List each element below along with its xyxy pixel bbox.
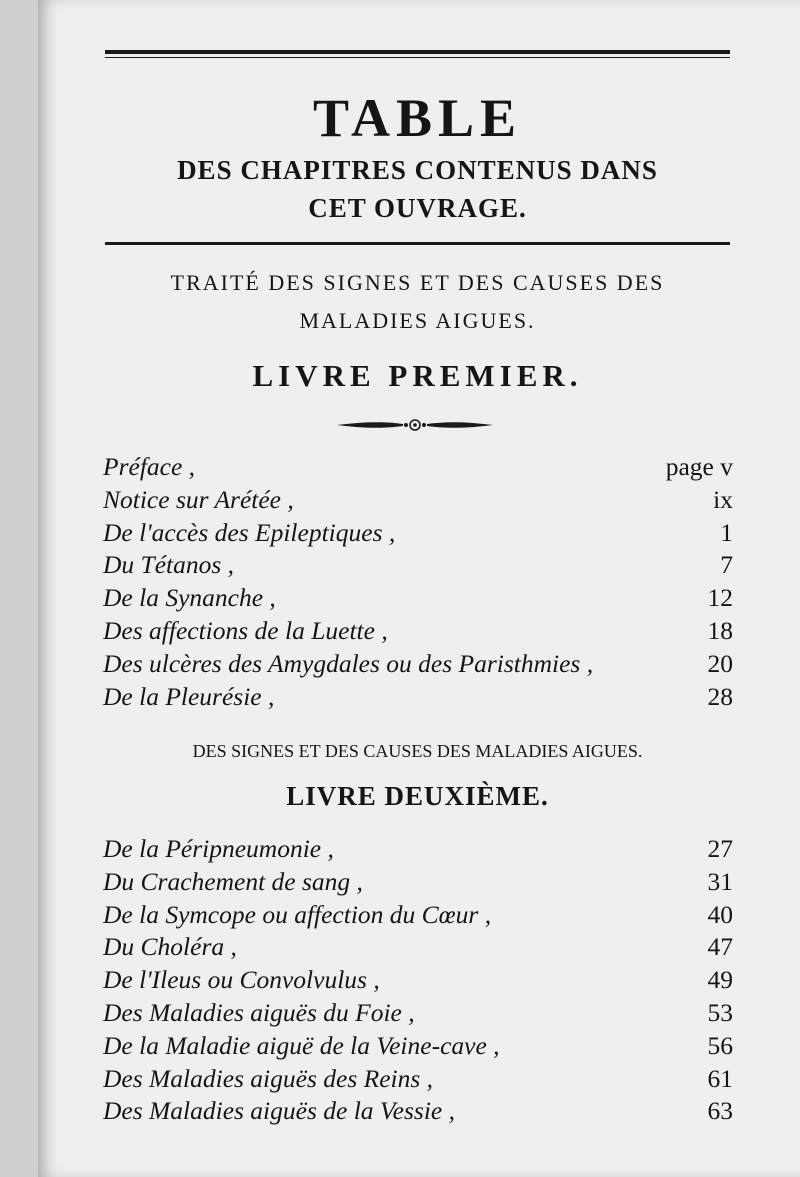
part1-heading-line-1: TRAITÉ DES SIGNES ET DES CAUSES DES [170, 270, 665, 295]
toc-entry-page: page v [665, 452, 733, 481]
toc-entry-page: 47 [707, 932, 733, 962]
toc-entry-title: Des Maladies aiguës des Reins , [103, 1063, 434, 1093]
header-rule [105, 242, 730, 245]
toc-entry[interactable] [103, 648, 733, 681]
subtitle-line-1: DES CHAPITRES CONTENUS DANS [177, 155, 658, 185]
toc-entry-title: De l'Ileus ou Convolvulus , [103, 965, 380, 995]
toc-entry-title: De la Pleurésie , [103, 681, 275, 711]
toc-entry[interactable] [103, 451, 733, 484]
toc-entry[interactable] [103, 866, 733, 899]
toc-entry-page: 61 [707, 1063, 733, 1093]
toc-entry-title: Préface , [103, 452, 196, 481]
toc-entry-title: Notice sur Arétée , [103, 484, 294, 514]
toc-entry-page: 40 [707, 899, 733, 929]
toc-entry[interactable] [103, 484, 733, 517]
toc-entry[interactable] [103, 931, 733, 964]
toc-entry-page: 27 [707, 834, 733, 863]
toc-entry-title: Du Choléra , [103, 932, 237, 962]
page-title: TABLE [312, 88, 523, 148]
toc-entry[interactable] [103, 517, 733, 550]
toc-entry-title: Des Maladies aiguës de la Vessie , [103, 1096, 455, 1126]
toc-entry-page: 49 [707, 965, 733, 995]
book-one-title: LIVRE PREMIER. [252, 358, 583, 393]
toc-entry-page: 63 [707, 1096, 733, 1126]
toc-entry-title: De la Synanche , [103, 583, 276, 613]
toc-entry[interactable] [103, 615, 733, 648]
toc-list-book-one [103, 451, 733, 713]
toc-entry[interactable] [103, 899, 733, 932]
book-two-title: LIVRE DEUXIÈME. [286, 781, 549, 811]
toc-entry-title: De la Péripneumonie , [103, 834, 334, 863]
part2-heading: DES SIGNES ET DES CAUSES DES MALADIES AIGUES. [192, 741, 643, 761]
part1-heading-line-2: MALADIES AIGUES. [299, 308, 536, 333]
toc-entry[interactable] [103, 681, 733, 714]
toc-entry[interactable] [103, 997, 733, 1030]
toc-entry-title: De la Maladie aiguë de la Veine-cave , [103, 1030, 500, 1060]
toc-entry[interactable] [103, 964, 733, 997]
toc-entry-page: ix [713, 484, 733, 514]
toc-entry-title: Des ulcères des Amygdales ou des Paristhmies , [103, 648, 594, 678]
toc-entry-page: 7 [720, 550, 733, 580]
toc-entry-page: 12 [707, 583, 733, 613]
toc-entry-page: 31 [707, 866, 733, 896]
ornament-divider-icon [335, 418, 495, 432]
toc-entry-page: 1 [720, 517, 733, 547]
toc-entry-title: Des affections de la Luette , [103, 615, 388, 645]
toc-entry[interactable] [103, 582, 733, 615]
toc-entry-page: 18 [707, 615, 733, 645]
toc-entry[interactable] [103, 833, 733, 866]
top-double-rule [105, 50, 730, 58]
toc-entry[interactable] [103, 1063, 733, 1096]
toc-entry-page: 53 [707, 997, 733, 1027]
toc-entry-page: 56 [707, 1030, 733, 1060]
toc-entry-page: 20 [707, 648, 733, 678]
toc-entry-title: De la Symcope ou affection du Cœur , [103, 899, 492, 929]
subtitle-line-2: CET OUVRAGE. [308, 193, 527, 223]
toc-entry-page: 28 [707, 681, 733, 711]
toc-entry-title: De l'accès des Epileptiques , [103, 517, 396, 547]
toc-entry-title: Des Maladies aiguës du Foie , [103, 997, 415, 1027]
toc-list-book-two [103, 833, 733, 1128]
toc-entry[interactable] [103, 1095, 733, 1128]
toc-entry-title: Du Tétanos , [103, 550, 235, 580]
toc-entry[interactable] [103, 1030, 733, 1063]
toc-entry[interactable] [103, 549, 733, 582]
toc-entry-title: Du Crachement de sang , [103, 866, 363, 896]
